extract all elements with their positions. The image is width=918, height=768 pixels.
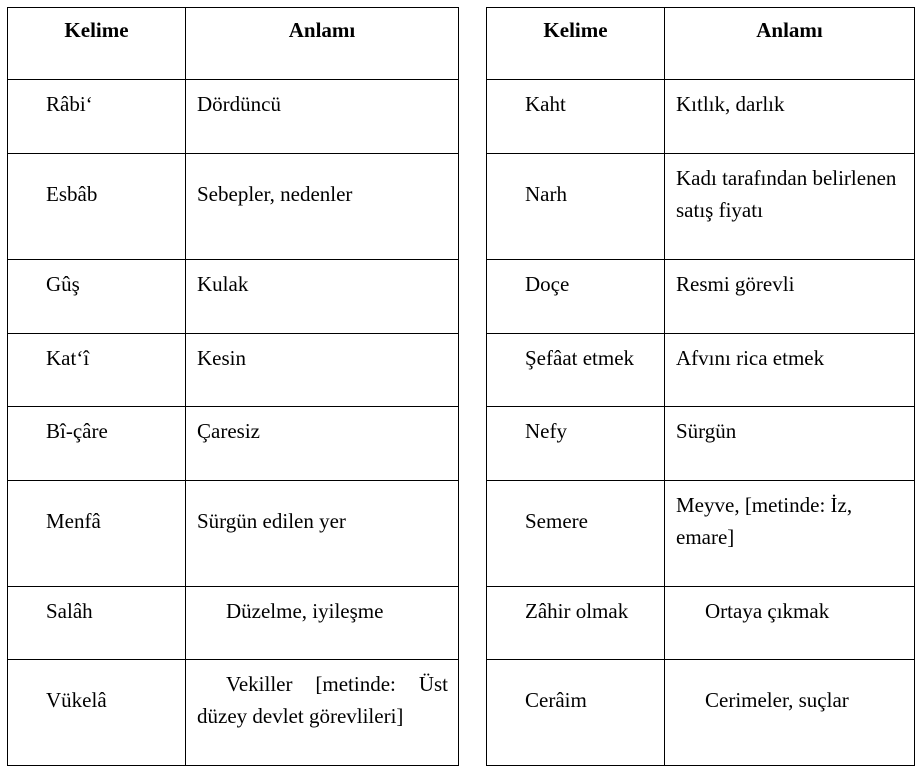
- word-cell: Doçe: [487, 260, 665, 334]
- word-cell: Şefâat etmek: [487, 334, 665, 407]
- word-cell: Semere: [487, 481, 665, 587]
- word-cell: Kat‘î: [8, 334, 186, 407]
- table-row: [487, 260, 915, 334]
- table-row: [487, 660, 915, 766]
- meaning-cell: Vekiller [metinde: Üst düzey devlet görevlileri]: [186, 660, 459, 766]
- header-row: [487, 8, 915, 80]
- word-cell: Cerâim: [487, 660, 665, 766]
- word-cell: Vükelâ: [8, 660, 186, 766]
- word-cell: Nefy: [487, 407, 665, 481]
- meaning-cell: Afvını rica etmek: [665, 334, 915, 407]
- word-cell: Esbâb: [8, 154, 186, 260]
- header-word: Kelime: [8, 8, 186, 80]
- table-row: [487, 334, 915, 407]
- table-row: [487, 154, 915, 260]
- table-row: [487, 587, 915, 660]
- word-cell: Menfâ: [8, 481, 186, 587]
- table-row: [8, 660, 459, 766]
- table-row: [8, 587, 459, 660]
- meaning-cell: Sürgün edilen yer: [186, 481, 459, 587]
- meaning-cell: Sebepler, nedenler: [186, 154, 459, 260]
- meaning-cell: Meyve, [metinde: İz, emare]: [665, 481, 915, 587]
- table-row: [8, 80, 459, 154]
- word-cell: Salâh: [8, 587, 186, 660]
- meaning-cell: Resmi görevli: [665, 260, 915, 334]
- meaning-cell: Sürgün: [665, 407, 915, 481]
- table-row: [487, 407, 915, 481]
- meaning-cell: Kulak: [186, 260, 459, 334]
- glossary-table-left: [7, 7, 459, 766]
- glossary-table-right: [486, 7, 915, 766]
- header-meaning: Anlamı: [186, 8, 459, 80]
- table-row: [487, 80, 915, 154]
- meaning-cell: Düzelme, iyileşme: [186, 587, 459, 660]
- word-cell: Bî-çâre: [8, 407, 186, 481]
- meaning-cell: Çaresiz: [186, 407, 459, 481]
- meaning-cell: Kesin: [186, 334, 459, 407]
- meaning-cell: Dördüncü: [186, 80, 459, 154]
- word-cell: Râbi‘: [8, 80, 186, 154]
- table-row: [487, 481, 915, 587]
- table-row: [8, 260, 459, 334]
- header-word: Kelime: [487, 8, 665, 80]
- word-cell: Gûş: [8, 260, 186, 334]
- table-row: [8, 334, 459, 407]
- word-cell: Zâhir olmak: [487, 587, 665, 660]
- meaning-cell: Kıtlık, darlık: [665, 80, 915, 154]
- table-row: [8, 407, 459, 481]
- header-meaning: Anlamı: [665, 8, 915, 80]
- meaning-cell: Ortaya çıkmak: [665, 587, 915, 660]
- word-cell: Kaht: [487, 80, 665, 154]
- table-row: [8, 154, 459, 260]
- table-row: [8, 481, 459, 587]
- header-row: [8, 8, 459, 80]
- word-cell: Narh: [487, 154, 665, 260]
- meaning-cell: Cerimeler, suçlar: [665, 660, 915, 766]
- meaning-cell: Kadı tarafından belirlenen satış fiyatı: [665, 154, 915, 260]
